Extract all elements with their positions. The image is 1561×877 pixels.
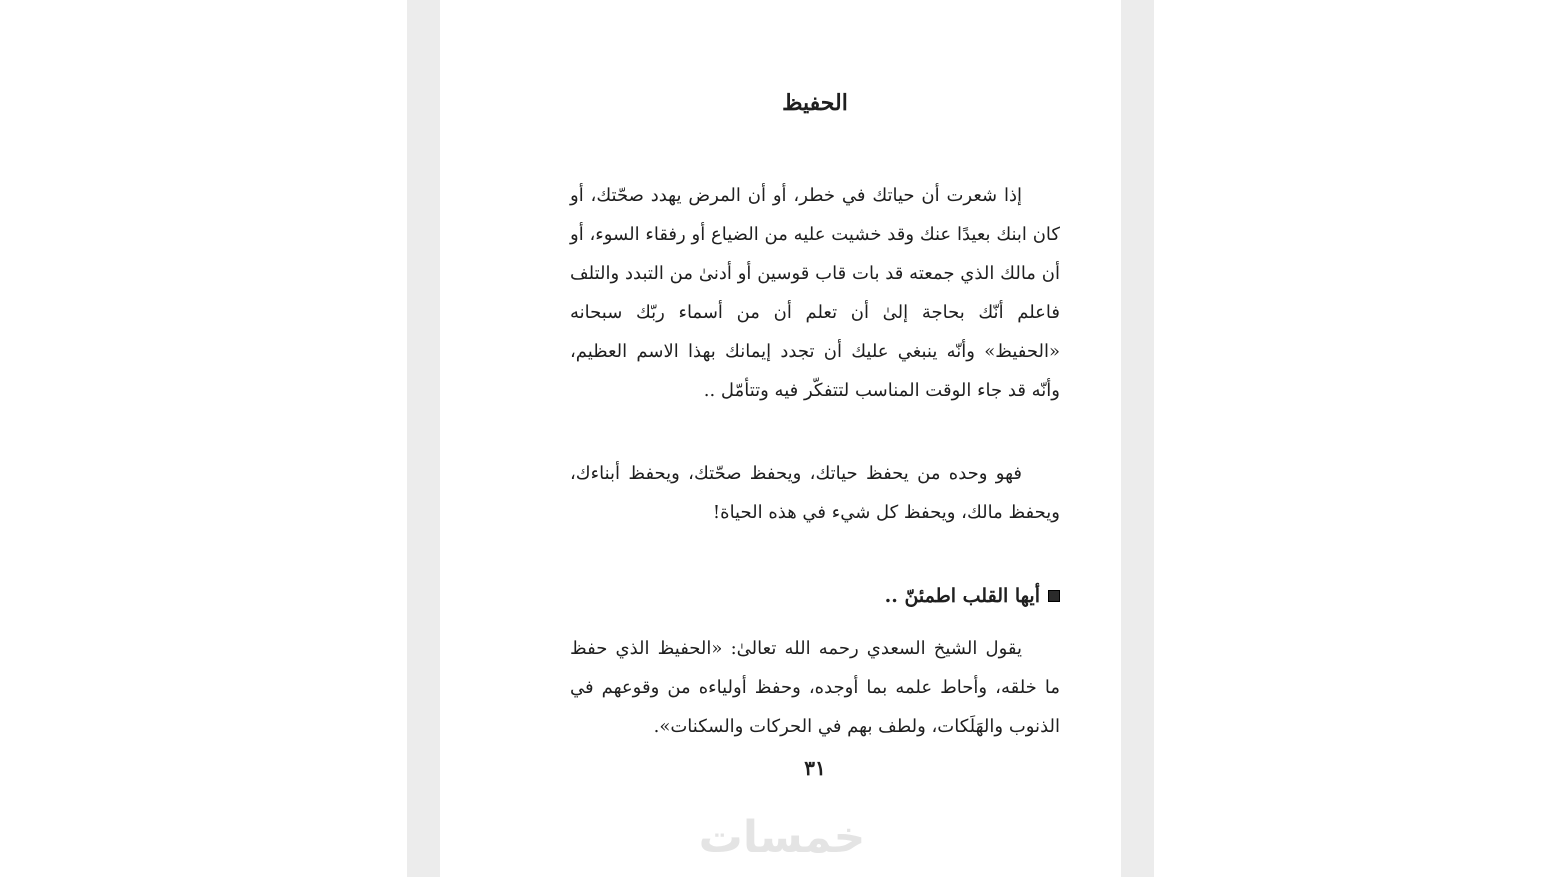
paragraph-quote: يقول الشيخ السعدي رحمه الله تعالىٰ: «الحفيظ الذي حفظ ما خلقه، وأحاط علمه بما أوجده، وحفظ أولياءه من وقوعهم في الذنوب والهَلَكات، ولطف بهم في الحركات والسكنات». [570, 638, 1060, 737]
watermark-logo: خمسات [698, 812, 866, 863]
square-bullet-icon [1048, 590, 1060, 602]
paragraph-protection: فهو وحده من يحفظ حياتك، ويحفظ صحّتك، ويحفظ أبناءك، ويحفظ مالك، ويحفظ كل شيء في هذه الحياة! [570, 463, 1060, 523]
page-title: الحفيظ [782, 90, 848, 116]
book-page [440, 0, 1121, 877]
section-heading [885, 585, 1060, 607]
paragraph-intro: إذا شعرت أن حياتك في خطر، أو أن المرض يهدد صحّتك، أو كان ابنك بعيدًا عنك وقد خشيت عليه من الضياع أو رفقاء السوء، أو أن مالك الذي جمعته قد بات قاب قوسين أو أدنىٰ من التبدد والتلف فاعلم أنّك بحاجة إلىٰ أن تعلم أن من أسماء ربّك سبحانه «الحفيظ» وأنّه ينبغي عليك أن تجدد إيمانك بهذا الاسم العظيم، وأنّه قد جاء الوقت المناسب لتتفكّر فيه وتتأمّل .. [570, 185, 1060, 401]
section-heading-text: أيها القلب اطمئنّ .. [884, 585, 1040, 607]
page-number: ٣١ [804, 756, 826, 780]
